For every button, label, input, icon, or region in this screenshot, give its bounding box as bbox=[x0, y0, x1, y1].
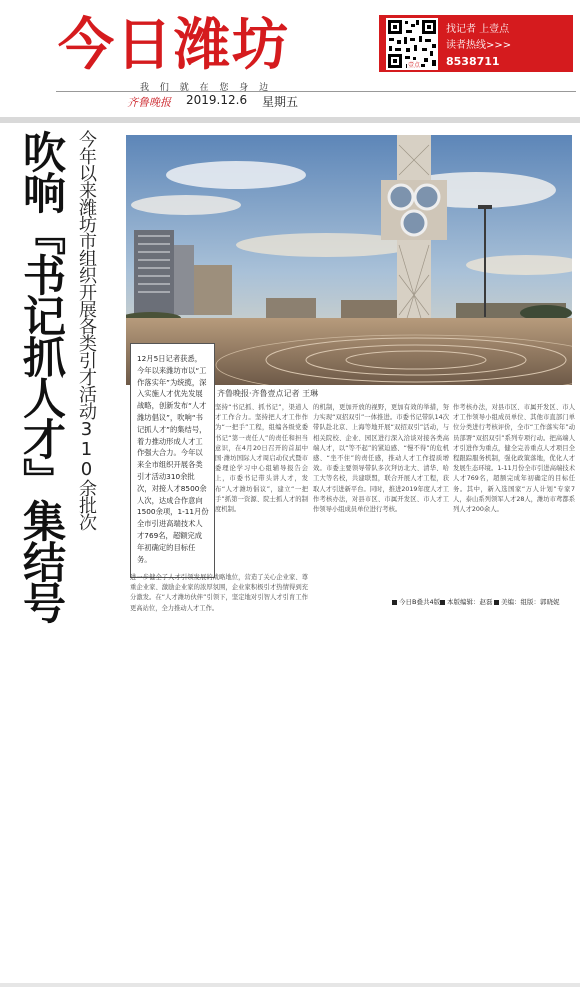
hotline-label: 读者热线>>> bbox=[446, 40, 512, 51]
article-lead bbox=[130, 343, 215, 578]
paper-brand-logo: 齐鲁晚报 bbox=[127, 96, 171, 109]
hotline-number: 8538711 bbox=[446, 55, 500, 68]
masthead-slogan: 我 们 就 在 您 身 边 bbox=[140, 83, 273, 93]
article-lead-text: 12月5日记者获悉，今年以来潍坊市以“工作落实年”为统揽，深入实施人才优先发展战略，创新发布“人才潍坊倡议”，吹响“书记抓人才”的集结号，着力推动形成人才工作强大合力。今年以来全市组织开展各类引才活动310余批次，对接人才8500余人次，达成合作意向1500余项，1-11月份全市引进高端技术人才769名，超额完成年初确定的目标任务。 bbox=[137, 354, 209, 564]
square-bullet-icon bbox=[440, 600, 445, 605]
editor-credit: 本版编辑：赵磊 bbox=[440, 597, 493, 606]
header-divider bbox=[0, 117, 580, 123]
page-credit: 今日B叠共4版 bbox=[392, 597, 440, 606]
qr-code-label: 壹点 bbox=[408, 62, 421, 69]
square-bullet-icon bbox=[392, 600, 397, 605]
hotline-title: 找记者 上壹点 bbox=[446, 24, 510, 35]
article-body-column-3: 的机制，更加开放的视野，更加有效的举措，努力实现“双招双引”一体推进。市委书记带队14次带队赴北京、上海等地开展“双招双引”活动，与相关院校、企业、园区进行深入洽谈对接各类高端人才，以“等不起”的紧迫感、“慢不得”的危机感、“坐不住”的责任感，推动人才工作提质增效。市委主要领导带队多次拜访北大、清华、哈工大等名校，共建联盟，联合开展人才工程，获取人才引进新平台。同时，推进2019年度人才工作考核办法，对县市区、市属开发区、市人才工作领导小组成员单位进行考核。 bbox=[313, 404, 449, 514]
designer-credit: 美编：组版：郭晓妮 bbox=[494, 597, 560, 606]
article-body-column-2: 进一步健全了人才引领发展的战略地位，营造了关心企业家、尊重企业家、激励企业家的浓厚氛围，企业家积极引才热情得到充分激发。在“人才潍坊伙伴”引领下，坚定地对引智人才引育工作更高站位，全力推动人才工作。 bbox=[130, 574, 308, 612]
article-subheadline: 今年以来潍坊市组织开展各类引才活动310余批次 bbox=[76, 130, 97, 530]
article-headline: 吹响『书记抓人才』集结号 bbox=[16, 130, 66, 622]
square-bullet-icon bbox=[494, 600, 499, 605]
publication-date: 2019.12.6 bbox=[186, 93, 248, 107]
photo-caption: 齐鲁晚报·齐鲁壹点记者 王琳 bbox=[217, 389, 319, 398]
masthead-title: 今日潍坊 bbox=[58, 13, 290, 78]
article-body-column-1: 坚持“书记抓、抓书记”，渠道人才工作合力。坚持把人才工作作为“一把手”工程，组编各级党委书记“第一责任人”的责任和担当意识，在4月20日召开的首届中国·潍坊国际人才周启动仪式暨市委理论学习中心组辅导报告会上，市委书记带头讲人才，发布“人才潍坊倡议”，建立“一把手”抓第一资源、院士抓人才的制度机制。 bbox=[215, 404, 308, 514]
footer-divider bbox=[0, 983, 580, 987]
publication-weekday: 星期五 bbox=[262, 95, 299, 109]
article-body-column-4: 作考核办法，对县市区、市属开发区、市人才工作领导小组成员单位、其他市直部门单位分类进行考核评价，全市“工作落实年”动员部署“双招双引”系列专项行动。把高端人才引进作为重点，健全完善重点人才项目全程跟踪服务机制，强化政策落地，优化人才发展生态环境。1-11月份全市引进高端技术人才769名，超额完成年初确定的目标任务。其中，新入选国家“万人计划”专家7人，泰山系列领军人才28人，潍坊市鸢都系列人才200余人。 bbox=[453, 404, 575, 514]
